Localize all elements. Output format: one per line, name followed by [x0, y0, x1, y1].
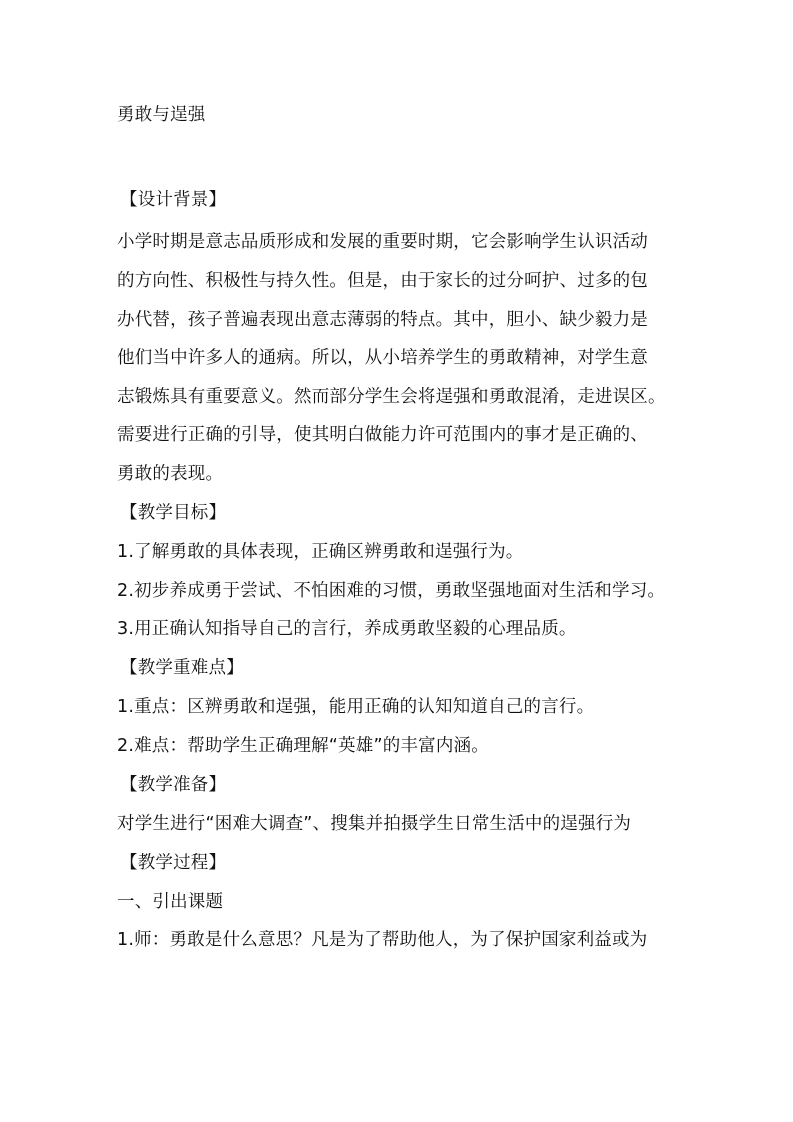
goal-item: 2.初步养成勇于尝试、不怕困难的习惯，勇敢坚强地面对生活和学习。 — [117, 581, 666, 601]
subheading-intro: 一、引出课题 — [117, 892, 224, 912]
paragraph-line: 小学时期是意志品质形成和发展的重要时期，它会影响学生认识活动 — [117, 232, 648, 252]
paragraph-line: 1.师：勇敢是什么意思？凡是为了帮助他人，为了保护国家利益或为 — [117, 930, 648, 950]
key-point-item: 1.重点：区辨勇敢和逞强，能用正确的认知知道自己的言行。 — [117, 697, 595, 717]
paragraph-line: 他们当中许多人的通病。所以，从小培养学生的勇敢精神，对学生意 — [117, 348, 648, 368]
section-heading-design-background: 【设计背景】 — [120, 190, 227, 210]
paragraph-line: 勇敢的表现。 — [117, 464, 224, 484]
document-title: 勇敢与逞强 — [117, 105, 206, 125]
section-heading-teaching-process: 【教学过程】 — [120, 853, 227, 873]
paragraph-line: 对学生进行“困难大调查”、搜集并拍摄学生日常生活中的逞强行为 — [117, 814, 632, 834]
paragraph-line: 的方向性、积极性与持久性。但是，由于家长的过分呵护、过多的包 — [117, 271, 648, 291]
section-heading-key-difficulties: 【教学重难点】 — [120, 658, 244, 678]
section-heading-teaching-goals: 【教学目标】 — [120, 503, 227, 523]
paragraph-line: 志锻炼具有重要意义。然而部分学生会将逞强和勇敢混淆，走进误区。 — [117, 387, 666, 407]
goal-item: 1.了解勇敢的具体表现，正确区辨勇敢和逞强行为。 — [117, 542, 524, 562]
paragraph-line: 办代替，孩子普遍表现出意志薄弱的特点。其中，胆小、缺少毅力是 — [117, 310, 648, 330]
paragraph-line: 需要进行正确的引导，使其明白做能力许可范围内的事才是正确的、 — [117, 425, 648, 445]
goal-item: 3.用正确认知指导自己的言行，养成勇敢坚毅的心理品质。 — [117, 619, 577, 639]
section-heading-preparation: 【教学准备】 — [120, 775, 227, 795]
key-point-item: 2.难点：帮助学生正确理解“英雄”的丰富内涵。 — [117, 736, 489, 756]
